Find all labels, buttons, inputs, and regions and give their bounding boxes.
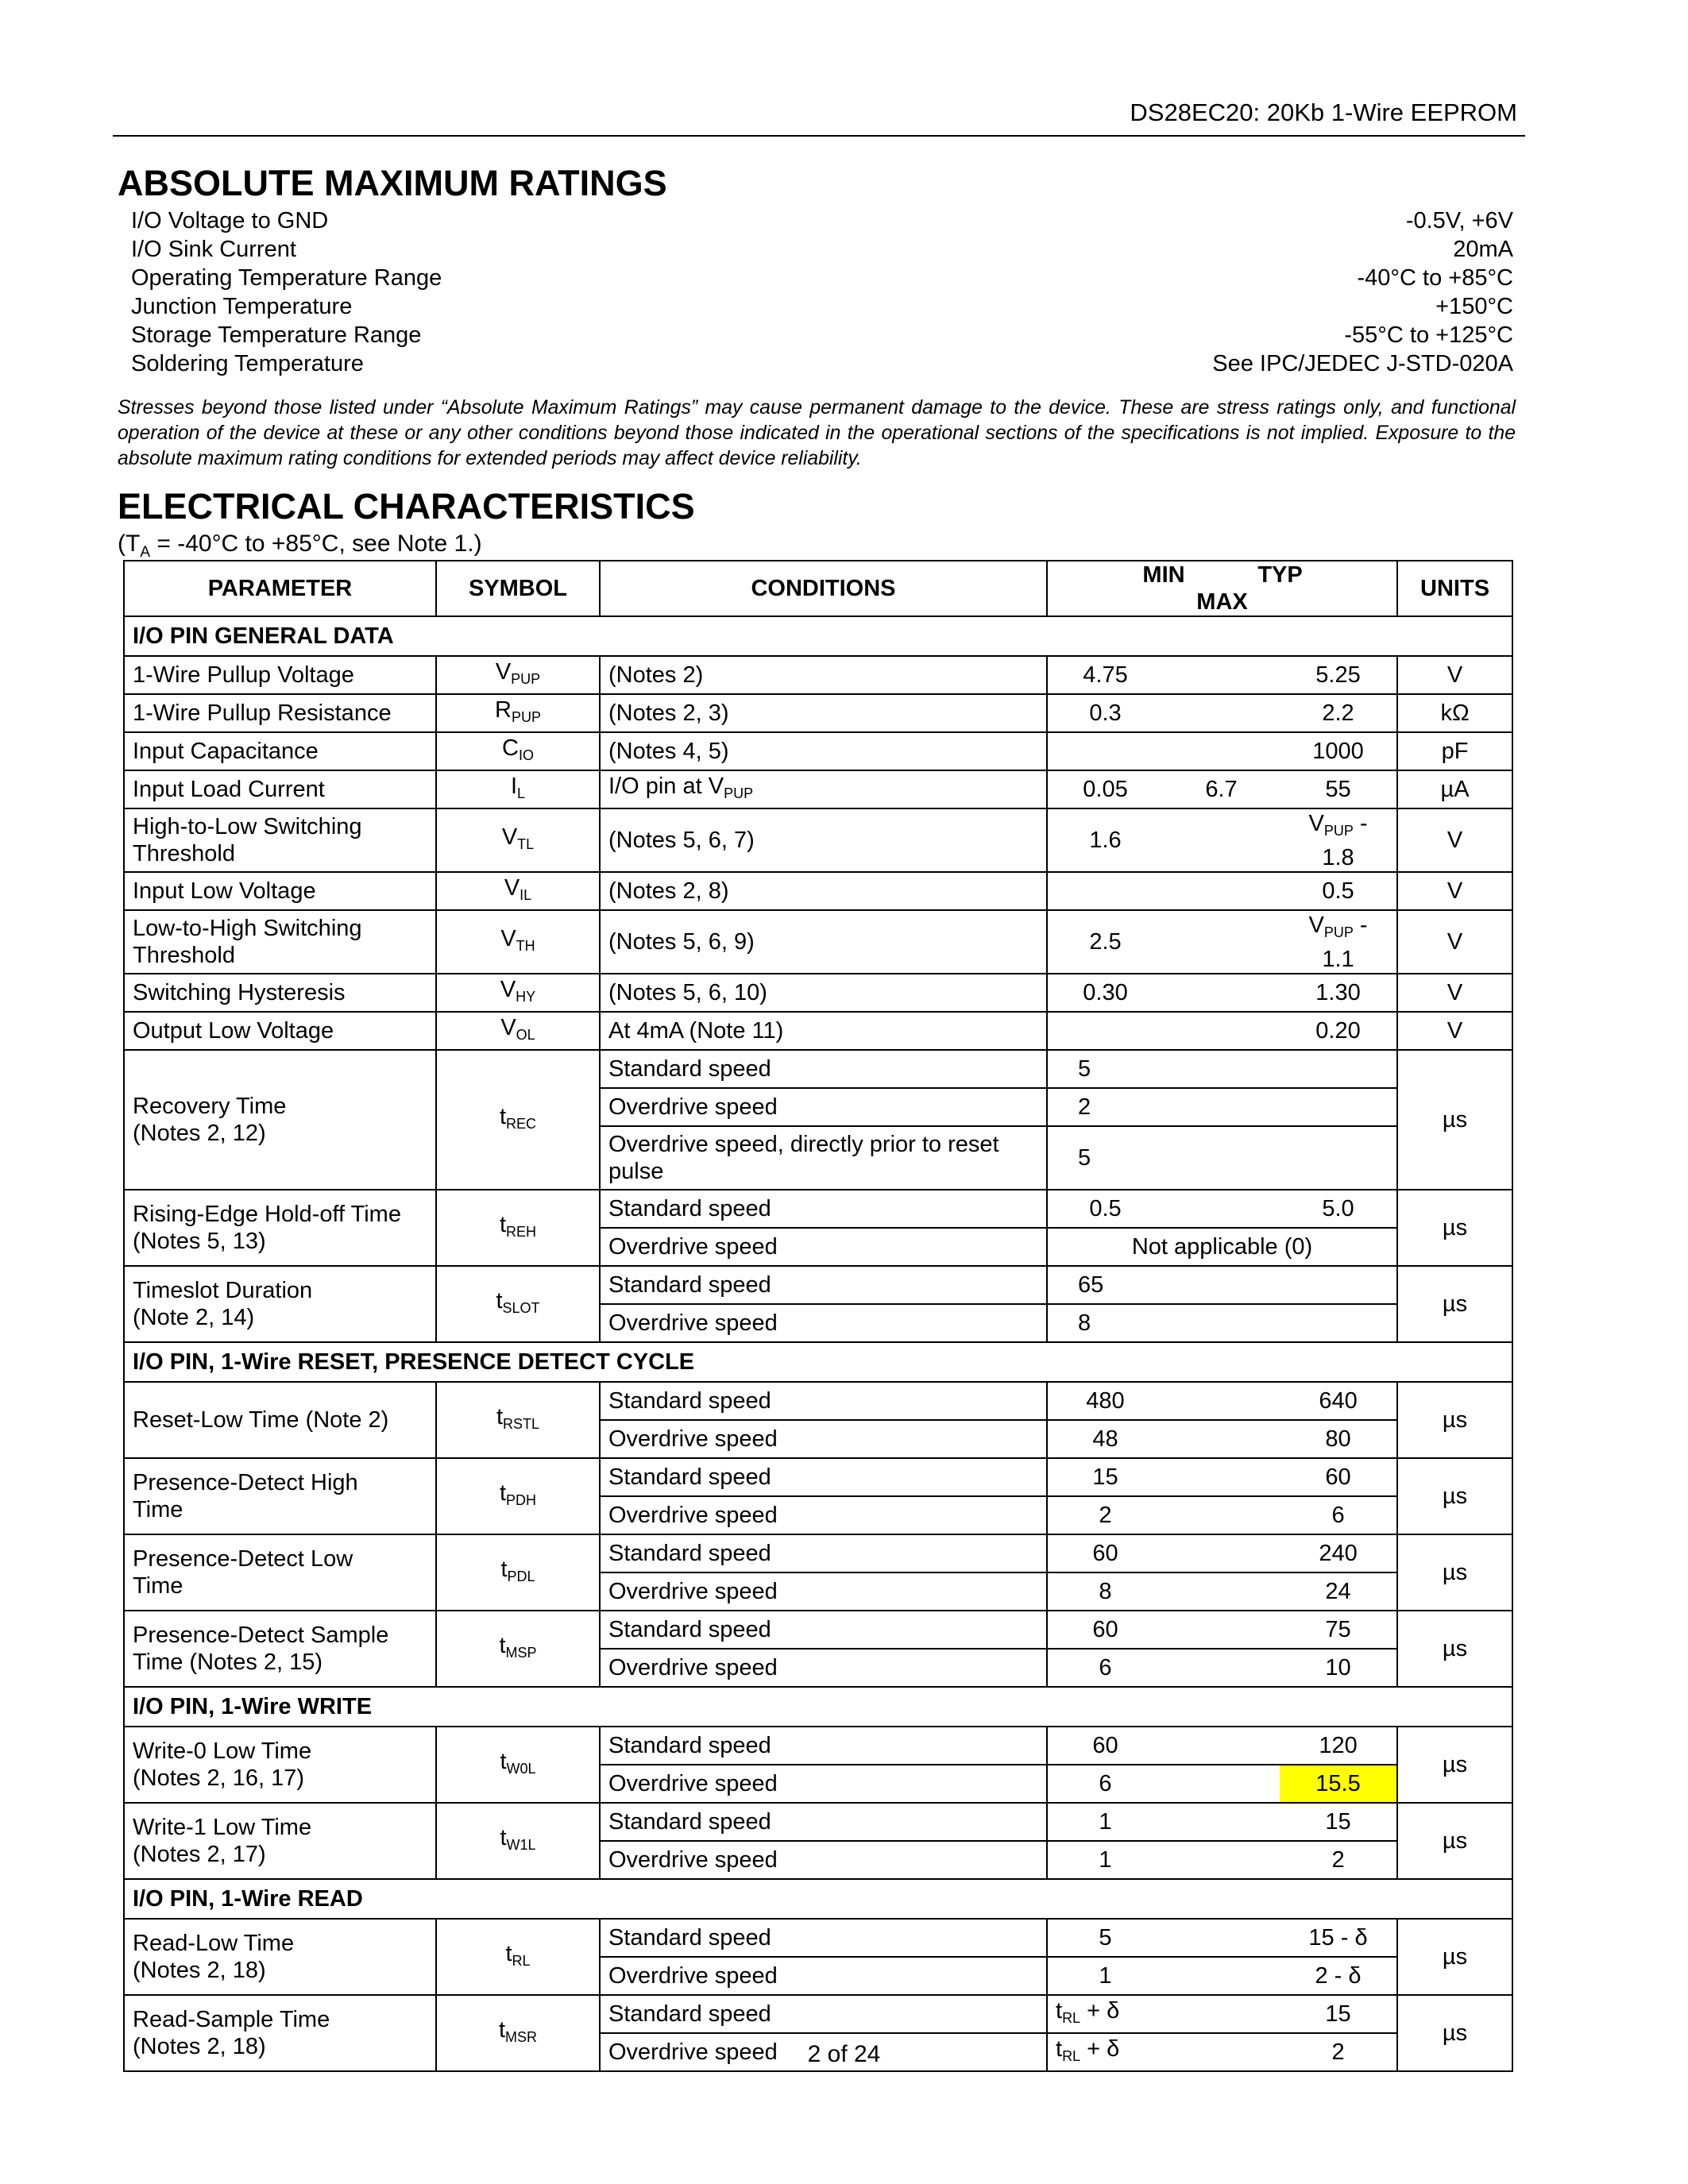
table-row: Write-0 Low Time (Notes 2, 16, 17) $t_{W0L}$ Standard speed 60 120 µs (124, 1727, 1512, 1765)
table-header-row (124, 561, 1512, 616)
amr-heading: ABSOLUTE MAXIMUM RATINGS (118, 163, 667, 203)
table-row: Overdrive speed, directly prior to reset pulse 5 (124, 1126, 1512, 1190)
page-number: 2 of 24 (807, 2041, 881, 2067)
table-row: Overdrive speed 8 (124, 1304, 1512, 1342)
table-row: 1-Wire Pullup Resistance $R_{PUP}$ (Notes 2, 3) 0.3 2.2 kΩ (124, 694, 1512, 732)
amr-item: Soldering Temperature See IPC/JEDEC J-STD-020A (131, 351, 1513, 376)
amr-list (131, 208, 1513, 380)
table-row: Reset-Low Time (Note 2) $t_{RSTL}$ Standard speed 480 640 µs (124, 1382, 1512, 1420)
table-row: Presence-Detect Low Time $t_{PDL}$ Standard speed 60 240 µs (124, 1534, 1512, 1572)
table-row: Overdrive speed 8 24 (124, 1572, 1512, 1611)
col-symbol: SYMBOL (436, 561, 600, 616)
page-header (113, 95, 1525, 137)
section-row: I/O PIN, 1-Wire READ (124, 1879, 1512, 1919)
ec-conditions: ($T_A = -40^\circ C$ to +85°C, see Note 1.) (118, 531, 482, 561)
section-row: I/O PIN, 1-Wire RESET, PRESENCE DETECT CYCLE (124, 1342, 1512, 1382)
col-min-typ-max: MIN TYPMAX (1047, 561, 1397, 616)
table-row: Recovery Time (Notes 2, 12) $t_{REC}$ Standard speed 5 µs (124, 1050, 1512, 1088)
table-row: Input Capacitance $C_{IO}$ (Notes 4, 5) 1000 pF (124, 732, 1512, 770)
table-row: Input Load Current $I_L$ I/O pin at $V_{PUP}$ 0.05 6.7 55 µA (124, 770, 1512, 808)
table-row: Overdrive speed 2 (124, 1088, 1512, 1126)
table-row: Overdrive speed 1 2 (124, 1841, 1512, 1879)
amr-item: I/O Sink Current 20mA (131, 237, 1513, 262)
amr-item: Storage Temperature Range -55°C to +125°C (131, 322, 1513, 348)
table-row: 1-Wire Pullup Voltage $V_{PUP}$ (Notes 2) 4.75 5.25 V (124, 656, 1512, 694)
table-row: Overdrive speed Not applicable (0) (124, 1228, 1512, 1266)
amr-item: I/O Voltage to GND -0.5V, +6V (131, 208, 1513, 233)
col-units: UNITS (1397, 561, 1512, 616)
table-row: Timeslot Duration (Note 2, 14) $t_{SLOT}$ Standard speed 65 µs (124, 1266, 1512, 1304)
section-row: I/O PIN GENERAL DATA (124, 616, 1512, 656)
table-row: Overdrive speed 6 15.5 (124, 1765, 1512, 1803)
table-row: Overdrive speed 48 80 (124, 1420, 1512, 1458)
stress-note: Stresses beyond those listed under “Absolute Maximum Ratings” may cause permanent damage to the device. These are stress ratings only, and functional operation of the device at these or any other conditions beyond those indicated in the operational sections of the specifications is not implied. Exposure to the absolute maximum rating conditions for extended periods may affect device reliability. (118, 397, 1516, 469)
col-conditions: CONDITIONS (600, 561, 1047, 616)
table-row: Rising-Edge Hold-off Time (Notes 5, 13) $t_{REH}$ Standard speed 0.5 5.0 µs (124, 1190, 1512, 1228)
table-row: Output Low Voltage $V_{OL}$ At 4mA (Note 11) 0.20 V (124, 1012, 1512, 1050)
table-row: Read-Low Time (Notes 2, 18) $t_{RL}$ Standard speed 5 15 - δ µs (124, 1919, 1512, 1957)
table-row: Write-1 Low Time (Notes 2, 17) $t_{W1L}$ Standard speed 1 15 µs (124, 1803, 1512, 1841)
table-row: Overdrive speed 1 2 - δ (124, 1957, 1512, 1995)
col-parameter: PARAMETER (124, 561, 436, 616)
document-title: DS28EC20: 20Kb 1-Wire EEPROM (1130, 98, 1517, 126)
table-row: Input Low Voltage $V_{IL}$ (Notes 2, 8) 0.5 V (124, 872, 1512, 910)
table-row: Presence-Detect Sample Time (Notes 2, 15) $t_{MSP}$ Standard speed 60 75 µs (124, 1611, 1512, 1649)
ec-heading: ELECTRICAL CHARACTERISTICS (118, 486, 695, 527)
section-row: I/O PIN, 1-Wire WRITE (124, 1687, 1512, 1727)
amr-item: Junction Temperature +150°C (131, 294, 1513, 319)
table-row: Low-to-High Switching Threshold $V_{TH}$ (Notes 5, 6, 9) 2.5 $V_{PUP}$ - 1.1 V (124, 910, 1512, 974)
amr-item: Operating Temperature Range -40°C to +85°C (131, 265, 1513, 291)
table-row: Read-Sample Time (Notes 2, 18) $t_{MSR}$ Standard speed $t_{RL} + \delta$ 15 µs (124, 1995, 1512, 2033)
highlighted-value: 15.5 (1280, 1765, 1397, 1803)
table-row: Switching Hysteresis $V_{HY}$ (Notes 5, 6, 10) 0.30 1.30 V (124, 974, 1512, 1012)
electrical-characteristics-table (123, 560, 1513, 2072)
table-row: Presence-Detect High Time $t_{PDH}$ Standard speed 15 60 µs (124, 1458, 1512, 1496)
table-row: High-to-Low Switching Threshold $V_{TL}$ (Notes 5, 6, 7) 1.6 $V_{PUP}$ - 1.8 V (124, 808, 1512, 872)
table-row: Overdrive speed 2 6 (124, 1496, 1512, 1534)
table-row: Overdrive speed 6 10 (124, 1649, 1512, 1687)
table-row: Overdrive speed $t_{RL} + \delta$ 2 (124, 2033, 1512, 2071)
